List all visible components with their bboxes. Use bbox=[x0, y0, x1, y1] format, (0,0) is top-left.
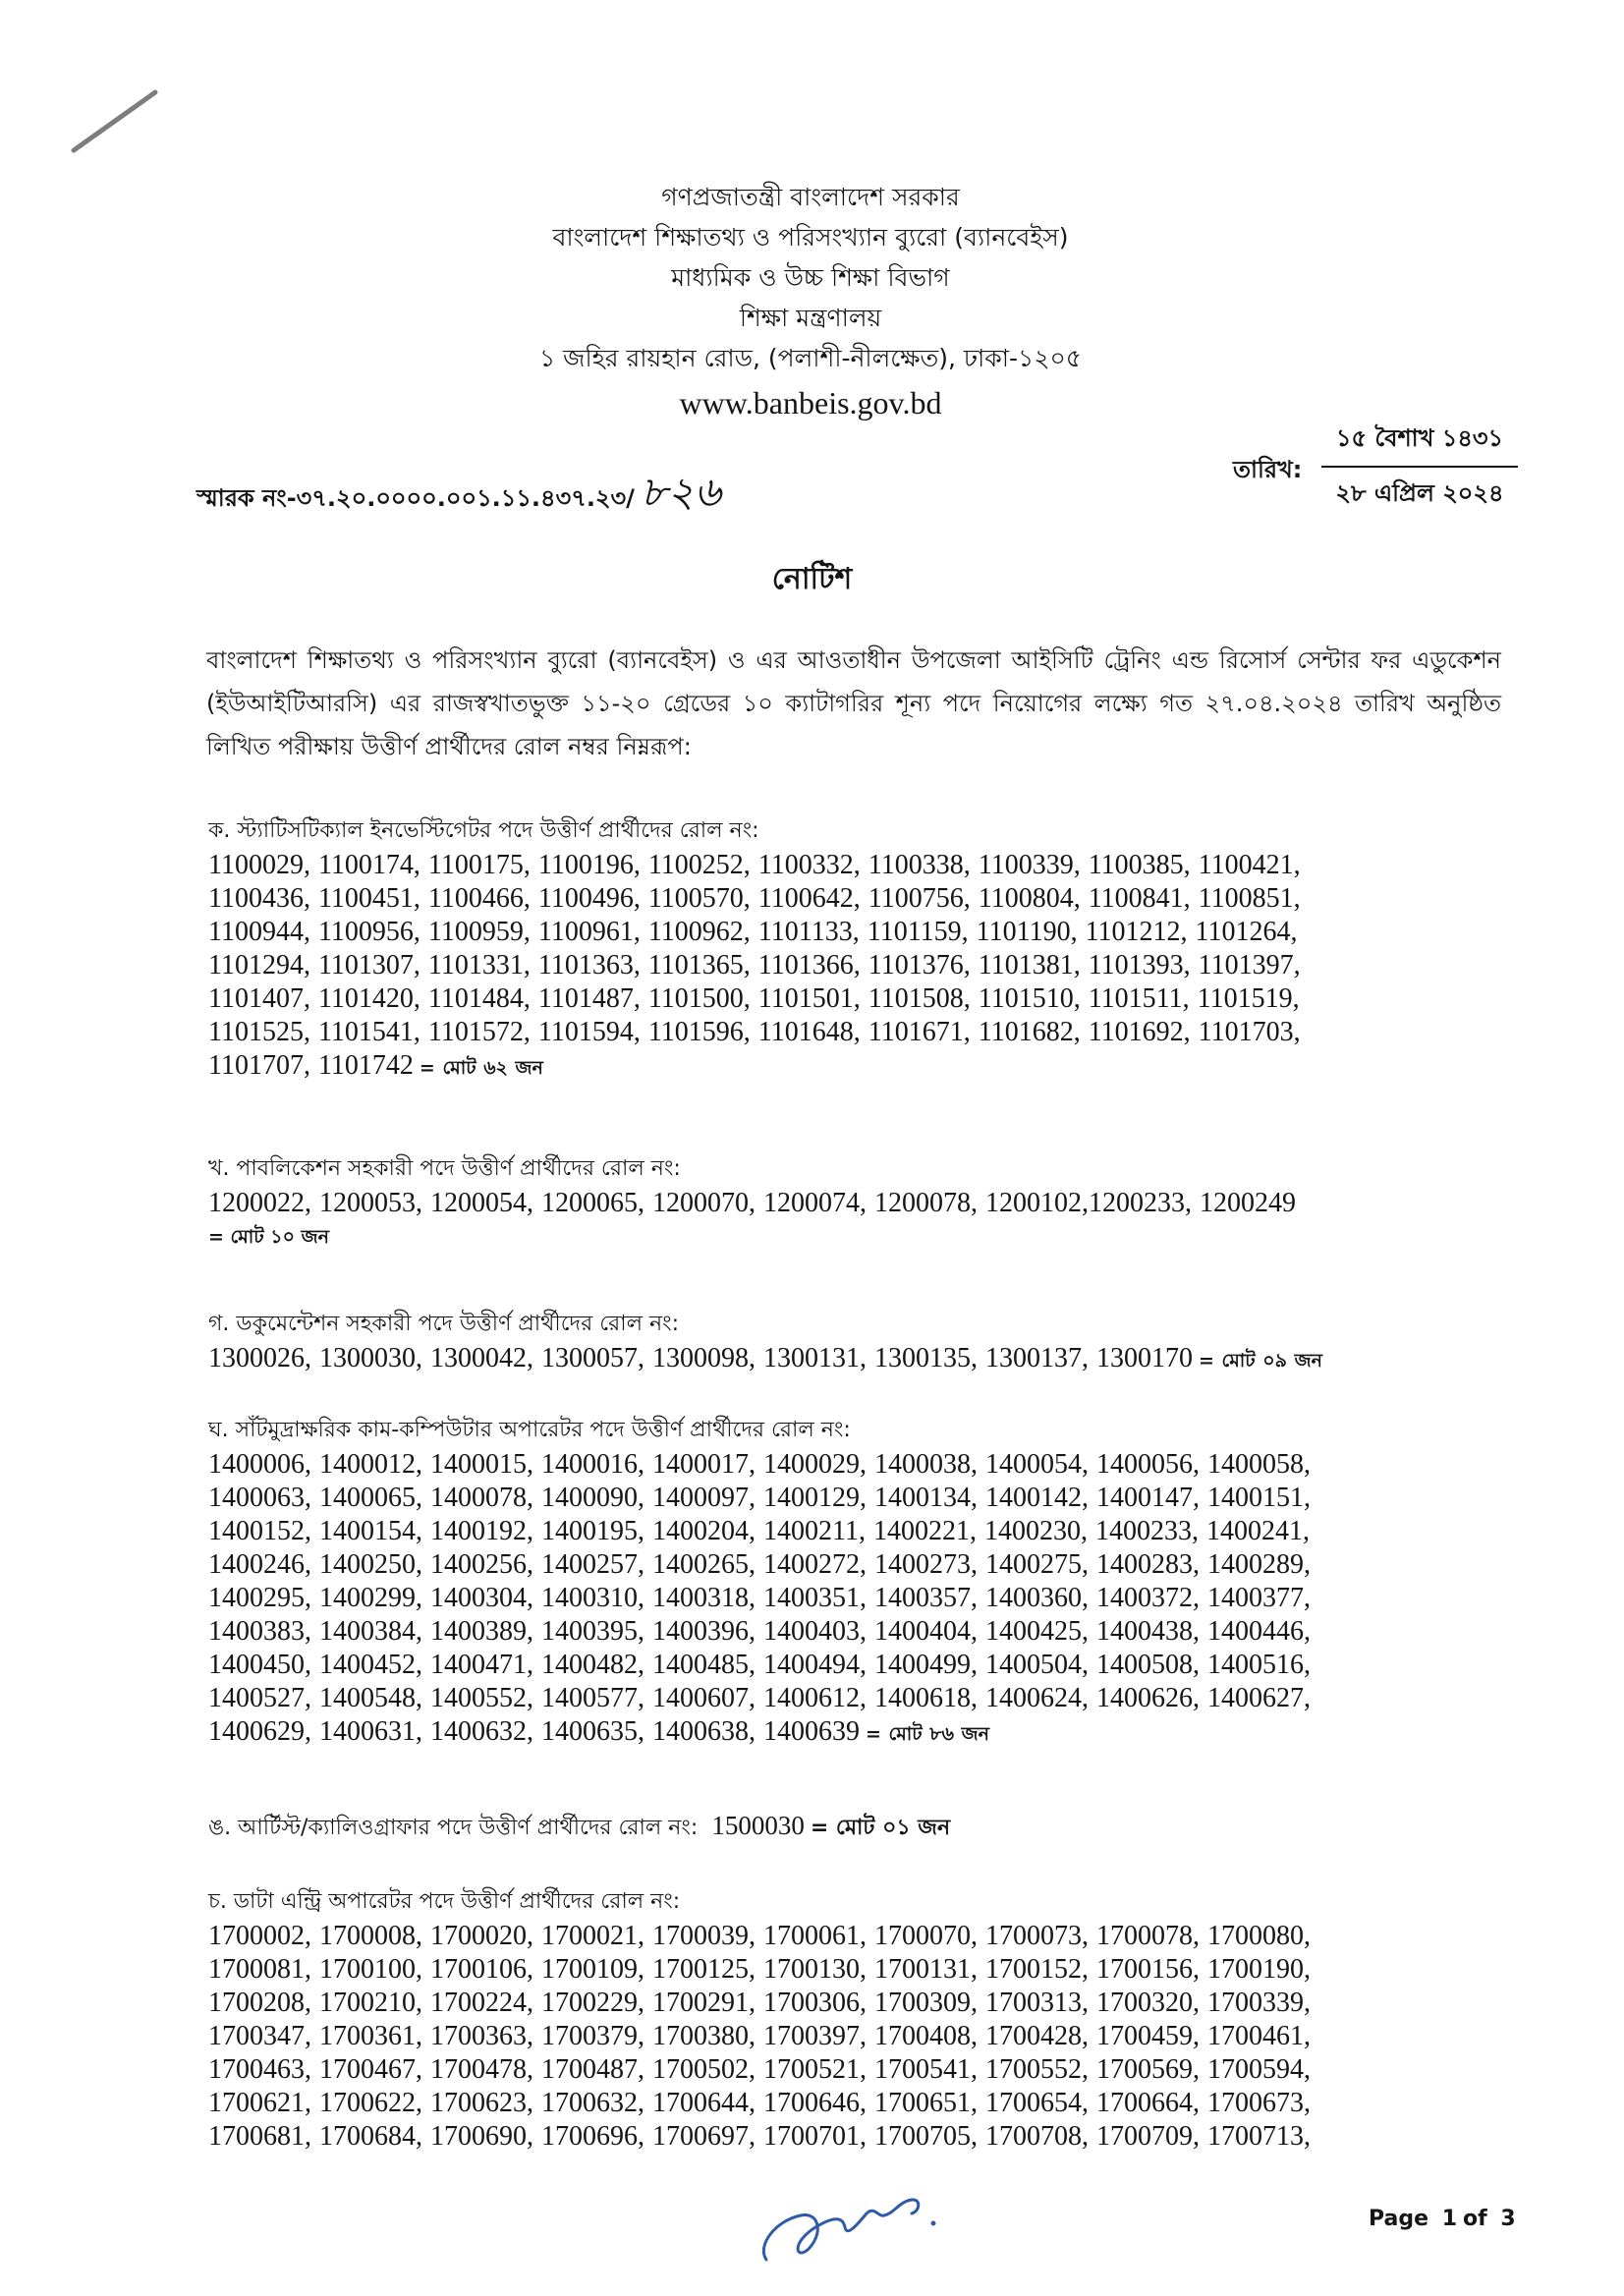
section-total: = মোট ৮৬ জন bbox=[866, 1723, 989, 1745]
roll-line: 1700681, 1700684, 1700690, 1700696, 1700697, 1700701, 1700705, 1700708, 1700709, 1700713, bbox=[208, 2121, 1311, 2152]
roll-line: 1700002, 1700008, 1700020, 1700021, 1700039, 1700061, 1700070, 1700073, 1700078, 1700080, bbox=[208, 1921, 1311, 1951]
roll-line: 1700621, 1700622, 1700623, 1700632, 1700644, 1700646, 1700651, 1700654, 1700664, 1700673, bbox=[208, 2088, 1311, 2118]
section-heading: চ. ডাটা এন্ট্রি অপারেটর পদে উত্তীর্ণ প্রার্থীদের রোল নং: bbox=[208, 1889, 681, 1914]
roll-line: 1101407, 1101420, 1101484, 1101487, 1101500, 1101501, 1101508, 1101510, 1101511, 1101519, bbox=[208, 983, 1300, 1014]
section-total: = মোট ৬২ জন bbox=[419, 1057, 543, 1079]
roll-line: 1700081, 1700100, 1700106, 1700109, 1700125, 1700130, 1700131, 1700152, 1700156, 1700190, bbox=[208, 1954, 1311, 1985]
roll-line: 1400295, 1400299, 1400304, 1400310, 1400318, 1400351, 1400357, 1400360, 1400372, 1400377, bbox=[208, 1583, 1311, 1613]
section-statistical-investigator bbox=[208, 813, 1485, 1085]
roll-line: 1400063, 1400065, 1400078, 1400090, 1400097, 1400129, 1400134, 1400142, 1400147, 1400151, bbox=[208, 1483, 1311, 1513]
header-bureau: বাংলাদেশ শিক্ষাতথ্য ও পরিসংখ্যান ব্যুরো (ব্যানবেইস) bbox=[552, 223, 1069, 252]
pen-mark bbox=[69, 86, 162, 155]
roll-line: 1100944, 1100956, 1100959, 1100961, 1100962, 1101133, 1101159, 1101190, 1101212, 1101264, bbox=[208, 917, 1298, 947]
section-artist-calligrapher bbox=[208, 1808, 1485, 1846]
section-heading: গ. ডকুমেন্টেশন সহকারী পদে উত্তীর্ণ প্রার্থীদের রোল নং: bbox=[208, 1312, 680, 1336]
roll-line: 1101294, 1101307, 1101331, 1101363, 1101365, 1101366, 1101376, 1101381, 1101393, 1101397, bbox=[208, 950, 1301, 980]
section-total: = মোট ১০ জন bbox=[208, 1226, 329, 1248]
roll-text: 1300026, 1300030, 1300042, 1300057, 1300098, 1300131, 1300135, 1300137, 1300170 bbox=[208, 1343, 1193, 1373]
roll-line: 1400450, 1400452, 1400471, 1400482, 1400485, 1400494, 1400499, 1400504, 1400508, 1400516, bbox=[208, 1650, 1311, 1680]
header-division: মাধ্যমিক ও উচ্চ শিক্ষা বিভাগ bbox=[671, 263, 950, 292]
page-word: Page bbox=[1369, 2207, 1429, 2231]
roll-line: 1400246, 1400250, 1400256, 1400257, 1400265, 1400272, 1400273, 1400275, 1400283, 1400289, bbox=[208, 1549, 1311, 1580]
notice-title: নোটিশ bbox=[771, 562, 853, 596]
memo-handwritten-number: ৮২৬ bbox=[640, 471, 721, 516]
roll-text: 1101707, 1101742 bbox=[208, 1050, 414, 1081]
page-total: 3 bbox=[1500, 2207, 1516, 2231]
intro-paragraph: বাংলাদেশ শিক্ষাতথ্য ও পরিসংখ্যান ব্যুরো (ব্যানবেইস) ও এর আওতাধীন উপজেলা আইসিটি ট্রেনিং এন্ড রিসোর্স সেন্টার ফর এডুকেশন (ইউআইটিআরসি) এর রাজস্বখাতভুক্ত ১১-২০ গ্রেডের ১০ ক্যাটাগরির শূন্য পদে নিয়োগের লক্ষ্যে গত ২৭.০৪.২০২৪ তারিখ অনুষ্ঠিত লিখিত পরীক্ষায় উত্তীর্ণ প্রার্থীদের রোল নম্বর নিম্নরূপ: bbox=[206, 646, 1501, 760]
section-publication-assistant bbox=[208, 1151, 1485, 1254]
section-data-entry-operator bbox=[208, 1884, 1485, 2154]
memo-number bbox=[196, 460, 721, 530]
memo-label: স্মারক নং-৩৭.২০.০০০০.০০১.১১.৪৩৭.২৩/ bbox=[196, 484, 635, 512]
roll-line: 1100029, 1100174, 1100175, 1100196, 1100252, 1100332, 1100338, 1100339, 1100385, 1100421, bbox=[208, 850, 1301, 880]
roll-line: 1400006, 1400012, 1400015, 1400016, 1400017, 1400029, 1400038, 1400054, 1400056, 1400058, bbox=[208, 1449, 1311, 1480]
roll-line: 1200022, 1200053, 1200054, 1200065, 1200070, 1200074, 1200078, 1200102,1200233, 1200249 bbox=[208, 1188, 1296, 1218]
roll-text: 1500030 bbox=[711, 1811, 805, 1840]
roll-line: 1400383, 1400384, 1400389, 1400395, 1400396, 1400403, 1400404, 1400425, 1400438, 1400446, bbox=[208, 1616, 1311, 1647]
office-header bbox=[324, 177, 1297, 427]
section-stenographer bbox=[208, 1413, 1485, 1751]
header-website: www.banbeis.gov.bd bbox=[679, 385, 942, 420]
section-total: = মোট ০৯ জন bbox=[1199, 1350, 1322, 1372]
roll-line: 1700463, 1700467, 1700478, 1700487, 1700502, 1700521, 1700541, 1700552, 1700569, 1700594, bbox=[208, 2054, 1311, 2085]
section-heading: ঘ. সাঁটমুদ্রাক্ষরিক কাম-কম্পিউটার অপারেটর পদে উত্তীর্ণ প্রার্থীদের রোল নং: bbox=[208, 1418, 851, 1442]
signature bbox=[747, 2166, 982, 2274]
roll-line-last bbox=[208, 1049, 1485, 1085]
roll-line: 1101525, 1101541, 1101572, 1101594, 1101596, 1101648, 1101671, 1101682, 1101692, 1101703, bbox=[208, 1017, 1301, 1047]
section-heading-inline bbox=[208, 1808, 1485, 1846]
section-heading: ক. স্ট্যাটিসটিক্যাল ইনভেস্টিগেটর পদে উত্তীর্ণ প্রার্থীদের রোল নং: bbox=[208, 818, 759, 843]
roll-line: 1400152, 1400154, 1400192, 1400195, 1400204, 1400211, 1400221, 1400230, 1400233, 1400241, bbox=[208, 1516, 1310, 1546]
roll-line-last bbox=[208, 1715, 1485, 1751]
roll-line: 1700347, 1700361, 1700363, 1700379, 1700380, 1700397, 1700408, 1700428, 1700459, 1700461, bbox=[208, 2021, 1311, 2051]
section-heading: ঙ. আর্টিস্ট/ক্যালিওগ্রাফার পদে উত্তীর্ণ প্রার্থীদের রোল নং: bbox=[208, 1816, 699, 1840]
date-label: তারিখ: bbox=[1233, 456, 1303, 483]
date-gregorian: ২৮ এপ্রিল ২০২৪ bbox=[1335, 479, 1504, 507]
roll-text: 1400629, 1400631, 1400632, 1400635, 1400638, 1400639 bbox=[208, 1716, 860, 1747]
header-ministry: শিক্ষা মন্ত্রণালয় bbox=[739, 304, 882, 332]
section-documentation-assistant bbox=[208, 1307, 1485, 1377]
page-number bbox=[1369, 2207, 1522, 2231]
date-bengali: ১৫ বৈশাখ ১৪৩১ bbox=[1321, 420, 1518, 468]
header-government: গণপ্রজাতন্ত্রী বাংলাদেশ সরকার bbox=[661, 183, 960, 211]
section-heading: খ. পাবলিকেশন সহকারী পদে উত্তীর্ণ প্রার্থীদের রোল নং: bbox=[208, 1156, 681, 1181]
roll-line: 1100436, 1100451, 1100466, 1100496, 1100570, 1100642, 1100756, 1100804, 1100841, 1100851, bbox=[208, 883, 1301, 914]
section-total: = মোট ০১ জন bbox=[810, 1816, 951, 1840]
page-current: 1 bbox=[1441, 2207, 1458, 2231]
date-block bbox=[1321, 420, 1518, 515]
roll-line: 1700208, 1700210, 1700224, 1700229, 1700291, 1700306, 1700309, 1700313, 1700320, 1700339, bbox=[208, 1988, 1311, 2018]
roll-line-last bbox=[208, 1342, 1485, 1377]
page-of: of bbox=[1463, 2207, 1487, 2231]
header-address: ১ জহির রায়হান রোড, (পলাশী-নীলক্ষেত), ঢাকা-১২০৫ bbox=[538, 344, 1083, 372]
roll-line: 1400527, 1400548, 1400552, 1400577, 1400607, 1400612, 1400618, 1400624, 1400626, 1400627, bbox=[208, 1683, 1311, 1713]
